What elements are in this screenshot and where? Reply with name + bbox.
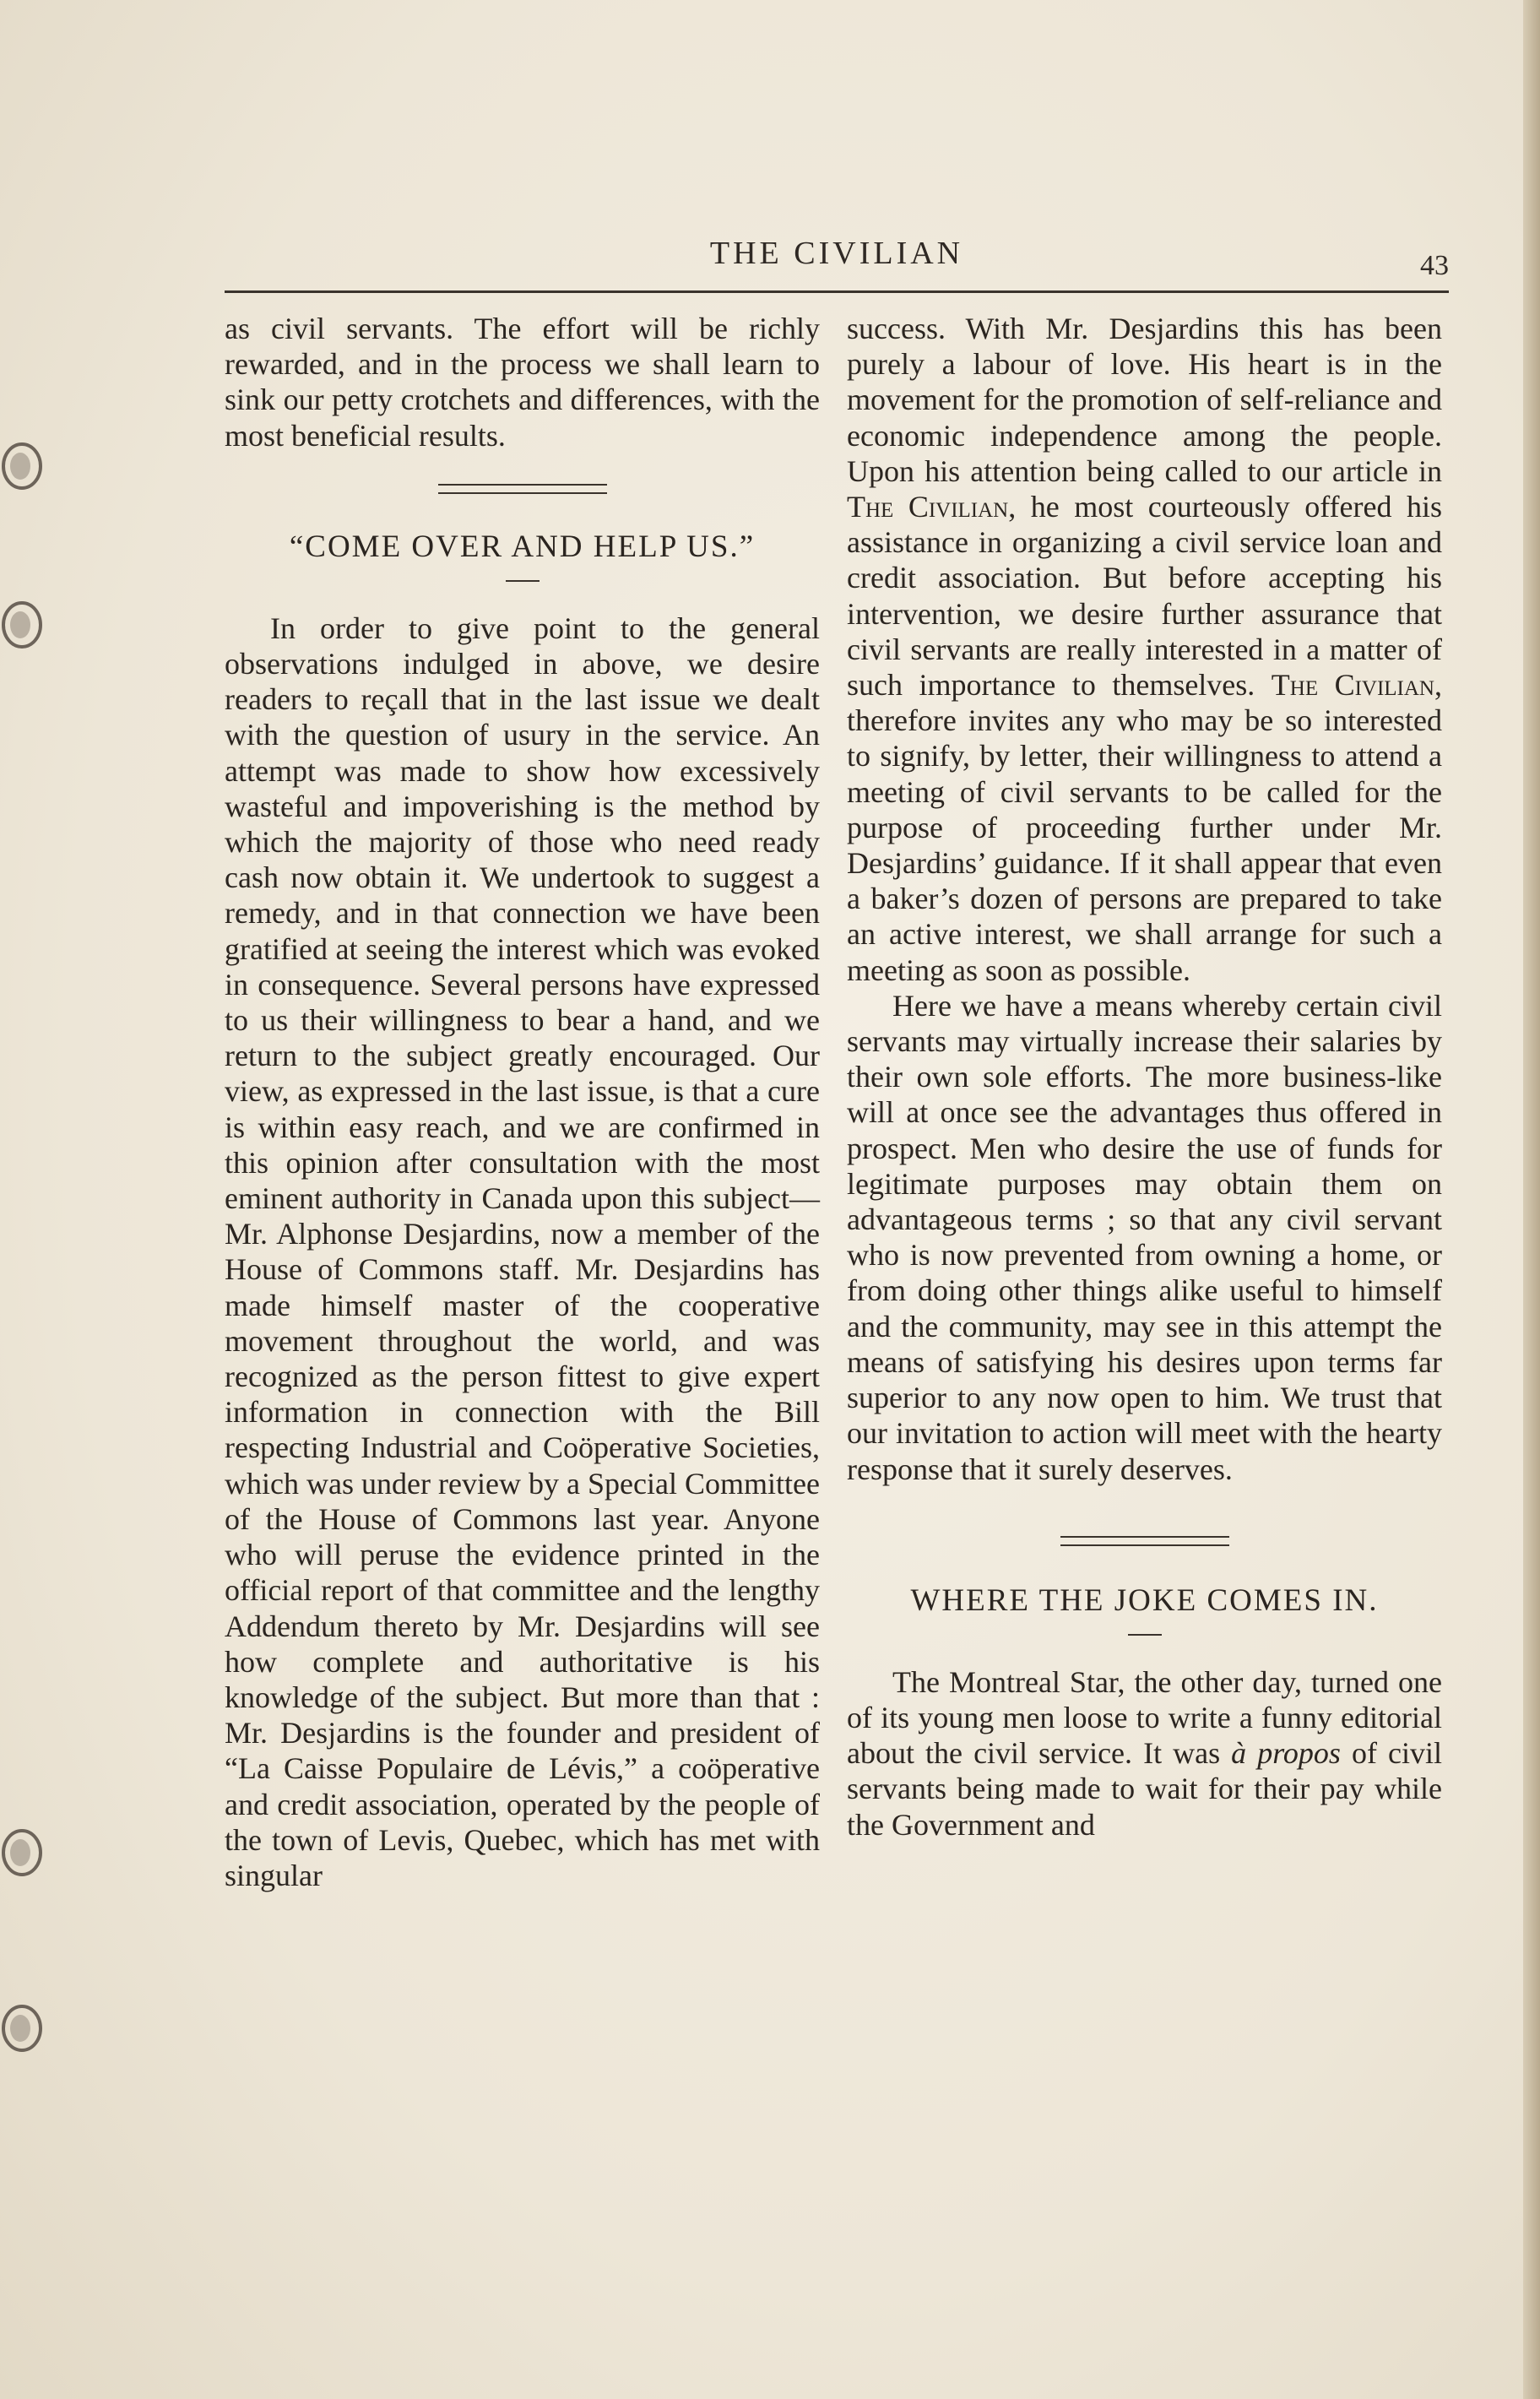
text-run: success. With Mr. Desjardins this has been purely a labour of love. His heart is in the movement for the promotion of self-reliance and economic independence among the people. Upon his attention being called to our article in bbox=[847, 312, 1442, 488]
body-paragraph bbox=[847, 1664, 1442, 1843]
text-run: of civil servants being made to wait for their pay while the Government and bbox=[847, 1736, 1442, 1842]
binding-ring-hole-icon bbox=[0, 2001, 49, 2055]
left-column bbox=[225, 311, 820, 1893]
section-heading: “COME OVER AND HELP US.” bbox=[289, 529, 756, 564]
intro-paragraph: as civil servants. The effort will be richly rewarded, and in the process we shall learn to sink our petty crotchets and differences, with the most beneficial results. bbox=[225, 312, 820, 453]
text-run: , therefore invites any who may be so interested to signify, by letter, their willingness to attend a meeting of civil servants to be called for the purpose of proceeding further under Mr. Desjardins’ guidance. If it shall appear that even a baker’s dozen of persons are prepared to take an active interest, we shall arrange for such a meeting as soon as possible. bbox=[847, 668, 1442, 987]
heading-dash bbox=[1128, 1634, 1162, 1636]
binding-ring-hole-icon bbox=[0, 1826, 49, 1880]
running-title: THE CIVILIAN bbox=[709, 236, 964, 271]
section-divider bbox=[1060, 1536, 1229, 1546]
binding-ring-hole-icon bbox=[0, 439, 49, 493]
italic-phrase: à propos bbox=[1231, 1736, 1341, 1771]
page-header bbox=[225, 235, 1449, 285]
header-rule bbox=[225, 290, 1449, 293]
page-number: 43 bbox=[1420, 250, 1449, 281]
section-heading: WHERE THE JOKE COMES IN. bbox=[910, 1582, 1379, 1618]
body-paragraph bbox=[847, 311, 1442, 988]
section-divider bbox=[438, 484, 607, 494]
body-paragraph: Here we have a means whereby certain civil servants may virtually increase their salaries by their own sole efforts. The more business-like will at once see the advantages thus offered in prospect. Men who desire the use of funds for legitimate purposes may obtain them on advantageous terms ; so that any civil servant who is now prevented from owning a home, or from doing other things alike useful to himself and the community, may see in this attempt the means of satisfying his desires upon terms far superior to any now open to him. We trust that our invitation to action will meet with the hearty response that it surely deserves. bbox=[847, 988, 1442, 1486]
heading-dash bbox=[506, 580, 540, 582]
body-paragraph: In order to give point to the general observations indulged in above, we desire readers to reçall that in the last issue we dealt with the question of usury in the service. An attempt was made to show how excessively wasteful and impoverishing is the method by which the majority of those who need ready cash now obtain it. We undertook to suggest a remedy, and in that connection we have been gratified at seeing the interest which was evoked in consequence. Several persons have expressed to us their willingness to bear a hand, and we return to the subject greatly encouraged. Our view, as expressed in the last issue, is that a cure is within easy reach, and we are confirmed in this opinion after consultation with the most eminent authority in Canada upon this subject—Mr. Alphonse Desjardins, now a member of the House of Commons staff. Mr. Desjardins has made himself master of the cooperative movement throughout the world, and was recognized as the person fittest to give expert information in connection with the Bill respecting Industrial and Coöperative Societies, which was under review by a Special Committee of the House of Commons last year. Anyone who will peruse the evidence printed in the official report of that committee and the lengthy Addendum thereto by Mr. Desjardins will see how complete and authoritative is his knowledge of the subject. But more than that : Mr. Desjardins is the founder and president of “La Caisse Populaire de Lévis,” a coöperative and credit association, operated by the people of the town of Levis, Quebec, which has met with singular bbox=[225, 611, 820, 1892]
text-run: , he most courteously offered his assistance in organizing a civil service loan and credit association. But before accepting his intervention, we desire further assurance that civil servants are really interested in a matter of such importance to themselves. bbox=[847, 490, 1442, 703]
publication-name: The Civilian bbox=[1271, 668, 1434, 703]
publication-name: The Civilian bbox=[847, 490, 1009, 524]
binding-ring-hole-icon bbox=[0, 598, 49, 652]
text-run: The Montreal Star, the other day, turned one of its young men loose to write a funny editorial about the civil service. It was bbox=[847, 1664, 1442, 1771]
page-edge-shadow bbox=[1523, 0, 1540, 2399]
right-column bbox=[847, 311, 1442, 1843]
